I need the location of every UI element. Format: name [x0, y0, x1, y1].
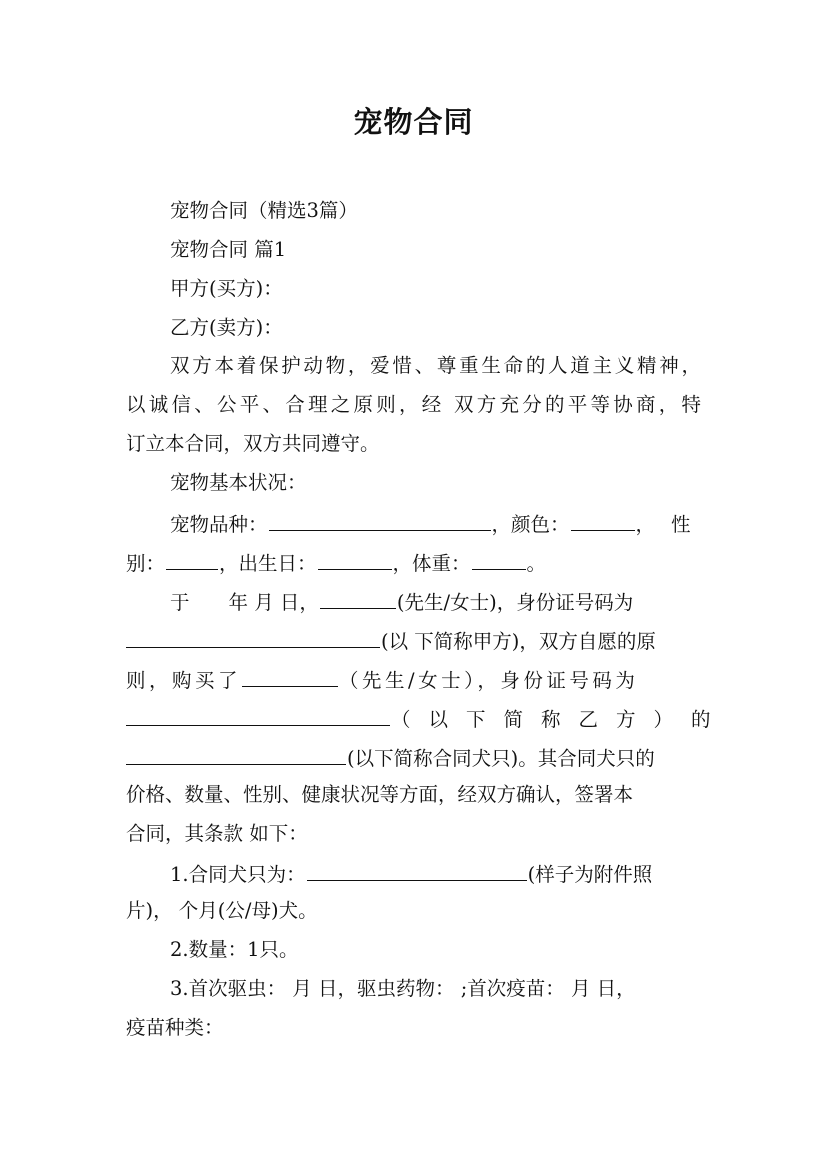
sex-line	[126, 542, 701, 580]
buyer-id-blank	[126, 620, 380, 648]
item-1-head: 1.合同犬只为：	[170, 863, 306, 886]
purchase-tail: （先生/女士），身份证号码为	[339, 669, 639, 692]
item-1-blank	[307, 853, 527, 881]
sex-blank	[166, 542, 218, 570]
buyer-name-blank	[320, 581, 396, 609]
birth-blank	[318, 542, 392, 570]
sex-tail: 性	[671, 513, 691, 536]
purchase-head: 则，购买了	[126, 669, 242, 692]
birth-label: ，出生日：	[219, 552, 317, 575]
buyer-id-line	[126, 620, 701, 658]
basic-heading: 宠物基本状况：	[170, 471, 307, 494]
subtitle: 宠物合同（精选3篇）	[170, 199, 358, 222]
comma: ，	[635, 513, 656, 536]
item-1-line	[170, 853, 701, 891]
confirm-line-2: 合同，其条款 如下：	[126, 822, 308, 845]
intro-line-1: 双方本着保护动物，爱惜、尊重生命的人道主义精神，	[170, 354, 701, 377]
abbr-b-text: （以下简称乙方）的	[391, 708, 729, 731]
document-title: 宠物合同	[353, 105, 474, 139]
breed-blank	[269, 503, 491, 531]
title-id-text: (先生/女士)，身份证号码为	[396, 591, 634, 614]
seller-id-blank	[126, 698, 390, 726]
dog-line	[126, 737, 701, 775]
purchase-line	[126, 659, 701, 697]
date-line	[170, 581, 701, 619]
color-label: ，颜色：	[491, 513, 570, 536]
party-a-label: 甲方(买方)：	[170, 277, 283, 300]
abbr-a-text: (以 下简称甲方)，双方自愿的原	[381, 630, 656, 653]
item-2-line: 2.数量：1只。	[170, 938, 299, 961]
weight-blank	[472, 542, 526, 570]
breed-label: 宠物品种：	[170, 513, 268, 536]
dog-blank	[126, 737, 346, 765]
party-b-label: 乙方(卖方)：	[170, 316, 283, 339]
date-text: 于 年 月 日，	[170, 591, 319, 614]
confirm-line-1: 价格、数量、性别、健康状况等方面，经双方确认，签署本	[126, 783, 634, 806]
intro-line-3: 订立本合同，双方共同遵守。	[126, 432, 380, 455]
item-3-line: 3.首次驱虫： 月 日，驱虫药物： ;首次疫苗： 月 日，	[170, 977, 636, 1000]
item-1-cont: 片)， 个月(公/母)犬。	[126, 899, 318, 922]
abbr-dog-text: (以下简称合同犬只)。其合同犬只的	[347, 747, 655, 770]
intro-line-2: 以诚信、公平、合理之原则，经 双方充分的平等协商，特	[126, 393, 701, 416]
breed-line	[170, 503, 701, 541]
seller-id-line	[126, 698, 729, 736]
part-heading: 宠物合同 篇1	[170, 238, 287, 261]
item-1-tail: (样子为附件照	[527, 863, 653, 886]
sex-label: 别：	[126, 552, 166, 575]
weight-label: ，体重：	[392, 552, 471, 575]
period: 。	[526, 552, 547, 575]
item-3-cont: 疫苗种类：	[126, 1016, 224, 1039]
color-blank	[571, 503, 635, 531]
seller-name-blank	[242, 659, 338, 687]
